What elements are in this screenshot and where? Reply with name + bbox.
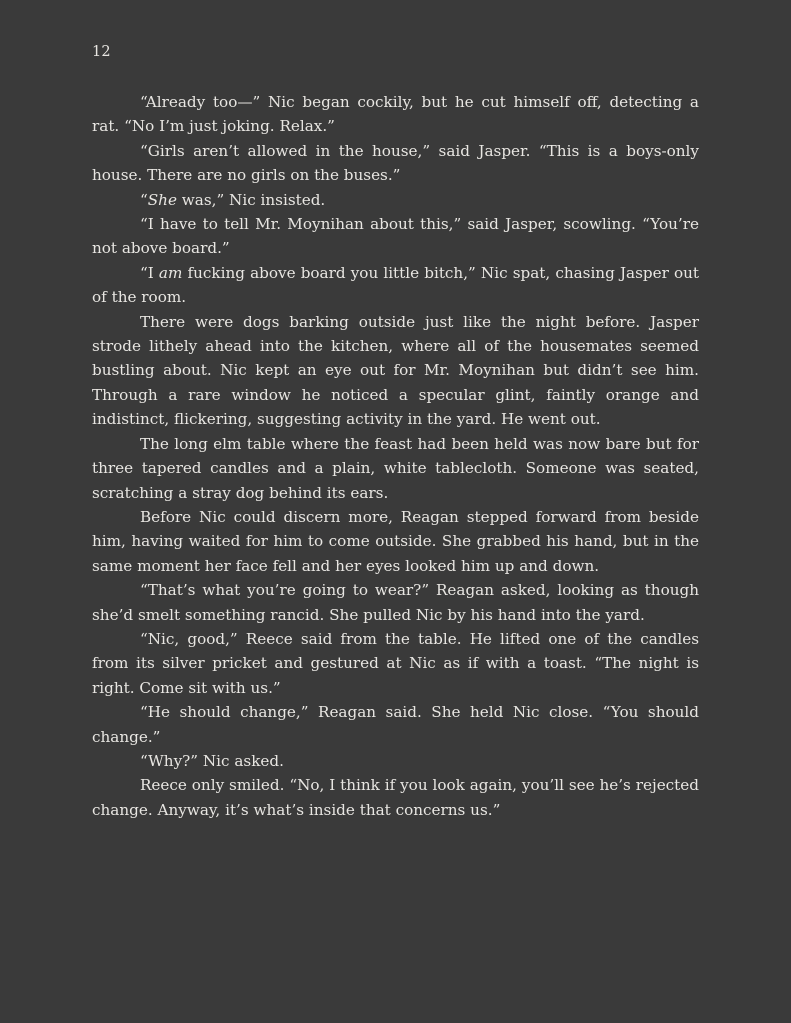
paragraph-text-with-italic: “She was,” Nic insisted. (140, 190, 326, 209)
paragraph: “Why?” Nic asked. (140, 751, 284, 770)
paragraph: “I have to tell Mr. Moynihan about this,” said Jasper, scowling. “You’re not above board.” (92, 215, 699, 258)
paragraph: “Nic, good,” Reece said from the table. He lifted one of the candles from its silver pricket and gestured at Nic as if with a toast. “The night is right. Come sit with us.” (92, 629, 699, 697)
page-body-text (92, 90, 699, 822)
italic-word: She (147, 190, 177, 209)
paragraph: There were dogs barking outside just like the night before. Jasper strode lithely ahead into the kitchen, where all of the housemates seemed bustling about. Nic kept an eye out for Mr. Moynihan but didn’t see him. Through a rare window he noticed a specular glint, faintly orange and indistinct, flickering, suggesting activity in the yard. He went out. (92, 312, 699, 429)
paragraph: Reece only smiled. “No, I think if you look again, you’ll see he’s rejected change. Anyway, it’s what’s inside that concerns us.” (92, 776, 699, 819)
paragraph (92, 261, 699, 310)
page-number: 12 (92, 44, 111, 60)
paragraph (92, 188, 699, 212)
paragraph: “Girls aren’t allowed in the house,” said Jasper. “This is a boys-only house. There are no girls on the buses.” (92, 141, 699, 185)
paragraph-text-with-italic: “I am fucking above board you little bitch,” Nic spat, chasing Jasper out of the room. (92, 263, 699, 307)
paragraph: Before Nic could discern more, Reagan stepped forward from beside him, having waited for him to come outside. She grabbed his hand, but in the same moment her face fell and her eyes looked him up and down. (92, 507, 699, 575)
paragraph: “That’s what you’re going to wear?” Reagan asked, looking as though she’d smelt something rancid. She pulled Nic by his hand into the yard. (92, 581, 699, 624)
paragraph: The long elm table where the feast had been held was now bare but for three tapered candles and a plain, white tablecloth. Someone was seated, scratching a stray dog behind its ears. (92, 434, 699, 502)
paragraph: “He should change,” Reagan said. She held Nic close. “You should change.” (92, 703, 699, 746)
paragraph: “Already too—” Nic began cockily, but he cut himself off, detecting a rat. “No I’m just joking. Relax.” (92, 93, 699, 136)
italic-word: am (158, 263, 183, 282)
